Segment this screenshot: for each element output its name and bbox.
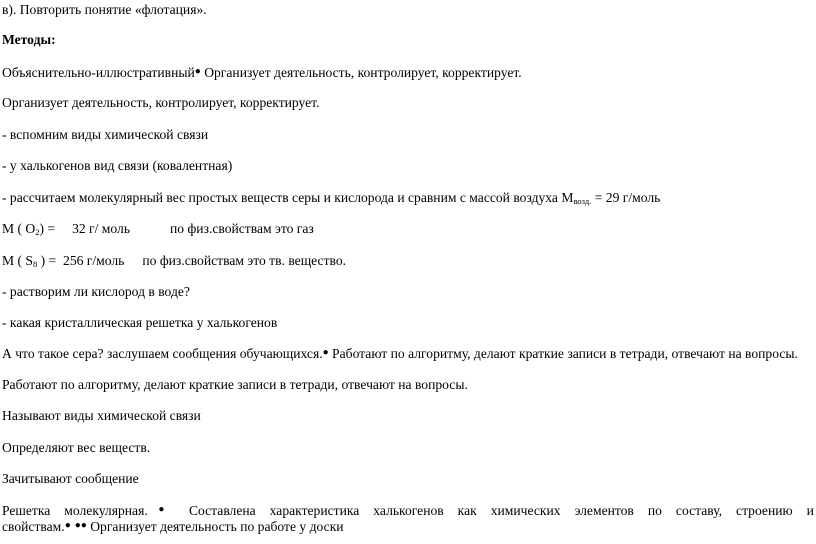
text-line: Работают по алгоритму, делают краткие записи в тетради, отвечают на вопросы. — [2, 377, 468, 392]
text-line: Определяют вес веществ. — [2, 440, 151, 455]
text-line: А что такое сера? заслушаем сообщения обучающихся.● Работают по алгоритму, делают краткие записи в тетради, отвечают на вопросы. — [2, 346, 798, 361]
bullet-icon: ● — [322, 347, 329, 358]
text-line: М ( $S_8$ ) = 256 г/моль по физ.свойствам это тв. вещество. — [2, 253, 347, 269]
text-line: - вспомним виды химической связи — [2, 127, 209, 142]
text-line: Зачитывают сообщение — [2, 471, 139, 486]
text-line: Объяснительно-иллюстративный● Организует деятельность, контролирует, корректирует. — [2, 65, 522, 80]
text-line: М ( $О_2$) = 32 г/ моль по физ.свойствам это газ — [2, 221, 314, 237]
text-line: Называют виды химической связи — [2, 408, 201, 423]
text-line: - у халькогенов вид связи (ковалентная) — [2, 158, 233, 173]
text-line: в). Повторить понятие «флотация». — [2, 2, 207, 17]
methods-heading: Методы: — [2, 32, 56, 47]
text-line: - рассчитаем молекулярный вес простых веществ серы и кислорода и сравним с массой воздуха $М_{возд.} = 29$ г/моль — [2, 190, 661, 206]
justified-line: Решетка молекулярная.● Составлена характеристика халькогенов как химических элементов по составу, строению и — [2, 503, 814, 518]
text-line: - растворим ли кислород в воде? — [2, 284, 190, 299]
text-line: - какая кристаллическая решетка у халькогенов — [2, 315, 278, 330]
bullet-icon: ● — [194, 66, 201, 77]
text-line: Организует деятельность, контролирует, корректирует. — [2, 95, 320, 110]
double-bullet-icon: ●● — [74, 520, 87, 531]
bullet-icon: ● — [64, 520, 71, 531]
text-line: свойствам.● ●● Организует деятельность по работе у доски — [2, 519, 344, 534]
bullet-icon: ● — [147, 504, 175, 515]
